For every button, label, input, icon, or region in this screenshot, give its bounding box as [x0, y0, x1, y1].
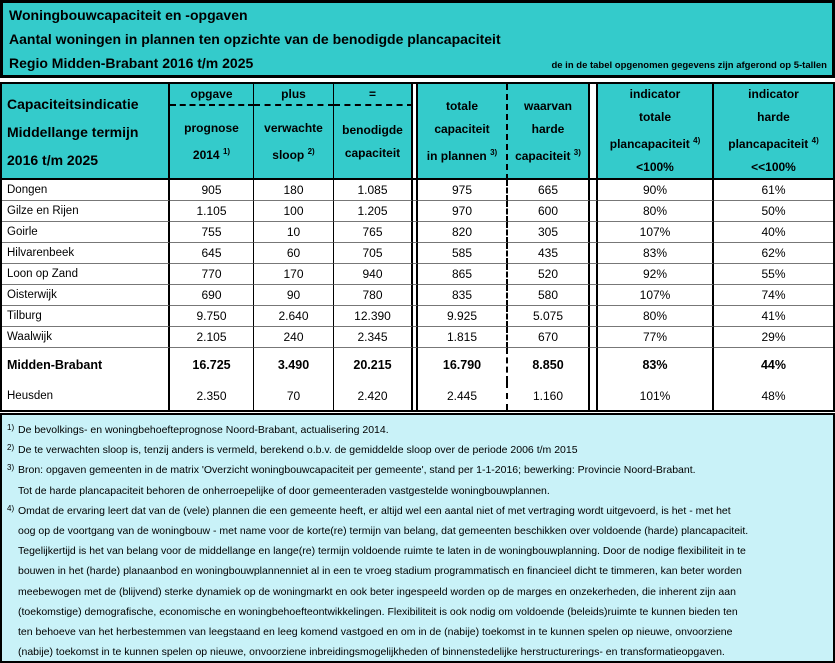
row-label-tilburg: Tilburg — [2, 306, 170, 327]
table-cell: 690 — [170, 285, 254, 306]
table-cell: 20.215 — [334, 348, 413, 382]
footnote-text: De bevolkings- en woningbehoefteprognose Noord-Brabant, actualisering 2014. — [18, 424, 389, 436]
table-cell: 1.160 — [508, 382, 590, 410]
table-cell: 2.105 — [170, 327, 254, 348]
table-cell: 240 — [254, 327, 334, 348]
footnote-line — [6, 521, 829, 541]
table-cell: 3.490 — [254, 348, 334, 382]
table-cell: 77% — [598, 327, 714, 348]
column-gap — [590, 382, 598, 410]
footnote-text: meebewogen met de (blijvend) sterke dynamiek op de woningmarkt en ook beter ingespeeld worden op de marges en onzekerheden, die inherent zijn aan — [18, 585, 736, 598]
table-cell: 74% — [714, 285, 833, 306]
table-cell: 9.750 — [170, 306, 254, 327]
table-cell: 16.725 — [170, 348, 254, 382]
footnote-text: (nabije) toekomst in te kunnen spelen op nieuwe, onvoorziene inbreidingsmogelijkheden of binnenstedelijke herstructurerings- en transformatieopgaven. — [18, 646, 725, 659]
footnote-line — [6, 561, 829, 581]
table-cell: 755 — [170, 222, 254, 243]
footnote-text: Bron: opgaven gemeenten in de matrix 'Overzicht woningbouwcapaciteit per gemeente', stand per 1-1-2016; bewerking: Provincie Noord-Brabant. — [18, 464, 696, 477]
table-cell: 55% — [714, 264, 833, 285]
footnote-ref-4: 4) — [693, 136, 701, 145]
table-cell: 12.390 — [334, 306, 413, 327]
table-cell: 50% — [714, 201, 833, 222]
header-verwachte-sloop: verwachte sloop $^{2)}$ — [254, 106, 334, 180]
footnote-line — [6, 622, 829, 642]
footnote-marker: 3) — [7, 463, 15, 473]
table-cell: 1.205 — [334, 201, 413, 222]
footnote-ref-4: 4) — [811, 136, 819, 145]
footnote-line — [6, 602, 829, 622]
table-cell: 2.345 — [334, 327, 413, 348]
table-cell: 580 — [508, 285, 590, 306]
column-gap — [590, 348, 598, 382]
table-cell: 770 — [170, 264, 254, 285]
header-harde-capaciteit: waarvan harde capaciteit $^{3)}$ — [508, 84, 590, 180]
title-line-3: Regio Midden-Brabant 2016 t/m 2025 — [9, 55, 254, 71]
corner-line-3: 2016 t/m 2025 — [7, 152, 99, 168]
header-indicator-harde: indicator harde plancapaciteit $^{4)}$ <<100% — [714, 84, 833, 180]
table-cell: 645 — [170, 243, 254, 264]
footnote-marker: 1) — [7, 423, 15, 432]
corner-header — [2, 84, 170, 180]
footnote-text: Tot de harde plancapaciteit behoren de onherroepelijke of door gemeenteraden vastgestelde woningbouwplannen. — [18, 484, 550, 497]
column-gap — [590, 285, 598, 306]
column-gap — [590, 264, 598, 285]
table-cell: 107% — [598, 285, 714, 306]
table-cell: 40% — [714, 222, 833, 243]
column-gap — [590, 201, 598, 222]
table-cell: 970 — [418, 201, 508, 222]
column-gap — [590, 306, 598, 327]
table-cell: 305 — [508, 222, 590, 243]
table-cell: 1.085 — [334, 180, 413, 201]
table-cell: 865 — [418, 264, 508, 285]
title-band — [0, 0, 835, 78]
table-cell: 435 — [508, 243, 590, 264]
table-cell: 61% — [714, 180, 833, 201]
table-cell: 180 — [254, 180, 334, 201]
table-cell: 705 — [334, 243, 413, 264]
table-cell: 29% — [714, 327, 833, 348]
footnote-marker: 2) — [7, 443, 15, 453]
header-plus: plus — [254, 84, 334, 106]
table-cell: 600 — [508, 201, 590, 222]
row-label-waalwijk: Waalwijk — [2, 327, 170, 348]
corner-line-2: Middellange termijn — [7, 124, 139, 140]
header-prognose-2014: prognose 2014 $^{1)}$ — [170, 106, 254, 180]
column-gap — [590, 222, 598, 243]
footnote-ref-2: 2) — [307, 147, 315, 156]
footnote-ref-1: 1) — [222, 147, 231, 156]
footnote-ref-3: 3) — [573, 147, 581, 157]
footnote-line — [6, 541, 829, 561]
table-cell: 585 — [418, 243, 508, 264]
column-gap — [590, 180, 598, 201]
table-cell: 8.850 — [508, 348, 590, 382]
table-cell: 16.790 — [418, 348, 508, 382]
row-label-gilze-en-rijen: Gilze en Rijen — [2, 201, 170, 222]
footnote-line — [6, 642, 829, 662]
table-cell: 10 — [254, 222, 334, 243]
row-label-loon-op-zand: Loon op Zand — [2, 264, 170, 285]
table-cell: 670 — [508, 327, 590, 348]
footnote-line — [6, 481, 829, 501]
table-cell: 170 — [254, 264, 334, 285]
footnote-line — [6, 440, 829, 460]
table-cell: 5.075 — [508, 306, 590, 327]
table-cell: 62% — [714, 243, 833, 264]
header-equals: = — [334, 84, 413, 106]
table-cell: 2.420 — [334, 382, 413, 410]
table-cell: 44% — [760, 358, 787, 372]
column-gap — [590, 243, 598, 264]
row-label-hilvarenbeek: Hilvarenbeek — [2, 243, 170, 264]
footnote-line — [6, 460, 829, 480]
footnote-text: ten behoeve van het herbestemmen van leegstaand en leeg komend vastgoed en om in de (nabije) toekomst in te kunnen spelen op nieuwe, onvoorziene — [18, 625, 733, 638]
table-cell: 80% — [598, 306, 714, 327]
footnote-text: Omdat de ervaring leert dat van de (vele) plannen die een gemeente heeft, er altijd wel een aantal niet of met vertraging wordt uitgevoerd, is het - met het — [18, 504, 731, 517]
table-cell: 101% — [598, 382, 714, 410]
column-gap — [590, 84, 598, 180]
table-cell: 1.815 — [418, 327, 508, 348]
table-cell: 83% — [598, 243, 714, 264]
table-cell: 107% — [598, 222, 714, 243]
table-cell: 1.105 — [170, 201, 254, 222]
column-gap — [590, 327, 598, 348]
header-totale-capaciteit: totale capaciteit in plannen $^{3)}$ — [418, 84, 508, 180]
table-cell: 83% — [598, 348, 714, 382]
table-cell: 665 — [508, 180, 590, 201]
row-label-heusden: Heusden — [2, 382, 170, 410]
table-cell: 90% — [598, 180, 714, 201]
footnote-line — [6, 501, 829, 521]
title-line-2: Aantal woningen in plannen ten opzichte van de benodigde plancapaciteit — [9, 31, 501, 47]
title-line-1: Woningbouwcapaciteit en -opgaven — [9, 7, 248, 23]
row-label-dongen: Dongen — [2, 180, 170, 201]
rounding-note: de in de tabel opgenomen gegevens zijn afgerond op 5-tallen — [551, 60, 827, 71]
table-cell: 975 — [418, 180, 508, 201]
table-cell: 820 — [418, 222, 508, 243]
footnote-text: Tegelijkertijd is het van belang voor de middellange en lange(re) termijn voldoende ruimte te laten in de woningbouwplanning. Door de nodige flexibiliteit in te — [18, 545, 746, 558]
row-label-oisterwijk: Oisterwijk — [2, 285, 170, 306]
table-cell: 2.640 — [254, 306, 334, 327]
table-cell: 765 — [334, 222, 413, 243]
footnote-marker: 4) — [7, 503, 15, 513]
capacity-table — [0, 82, 835, 412]
table-cell: 80% — [598, 201, 714, 222]
table-cell: 9.925 — [418, 306, 508, 327]
table-cell: 835 — [418, 285, 508, 306]
table-cell: 780 — [334, 285, 413, 306]
header-opgave: opgave — [170, 84, 254, 106]
table-cell: 92% — [598, 264, 714, 285]
footnote-text: (toekomstige) demografische, economische en woningbehoefteontwikkelingen. Flexibiliteit is ook nodig om voldoende (beleids)ruimte te kunnen bieden ten — [18, 605, 738, 618]
footnote-line — [6, 582, 829, 602]
row-label-goirle: Goirle — [2, 222, 170, 243]
header-indicator-totale: indicator totale plancapaciteit $^{4)}$ <100% — [598, 84, 714, 180]
table-cell: 2.350 — [170, 382, 254, 410]
table-cell: 2.445 — [418, 382, 508, 410]
table-cell: 100 — [254, 201, 334, 222]
table-cell: 60 — [254, 243, 334, 264]
table-cell: 940 — [334, 264, 413, 285]
footnote-line — [6, 420, 829, 440]
table-cell: 48% — [761, 389, 786, 403]
corner-line-1: Capaciteitsindicatie — [7, 96, 139, 112]
footnote-text: oog op de voortgang van de woningbouw - met name voor de korte(re) termijn van belang, dat gemeenten beschikken over voldoende (harde) plancapaciteit. — [18, 524, 749, 537]
footnote-ref-3: 3) — [490, 147, 498, 157]
footnote-text: bouwen in het (harde) planaanbod en woningbouwplannenniet al in een te vroeg stadium programmatisch en financieel dicht te timmeren, kan beter worden — [18, 565, 742, 578]
row-label-midden-brabant: Midden-Brabant — [2, 348, 170, 382]
table-cell: 90 — [254, 285, 334, 306]
table-cell: 70 — [254, 382, 334, 410]
footnote-text: De te verwachten sloop is, tenzij anders is vermeld, berekend o.b.v. de gemiddelde sloop over de periode 2006 t/m 2015 — [18, 444, 578, 457]
header-benodigde-capaciteit: benodigde capaciteit — [334, 106, 413, 180]
table-cell: 520 — [508, 264, 590, 285]
table-cell: 905 — [170, 180, 254, 201]
footnotes-panel — [0, 413, 835, 663]
table-cell: 41% — [714, 306, 833, 327]
